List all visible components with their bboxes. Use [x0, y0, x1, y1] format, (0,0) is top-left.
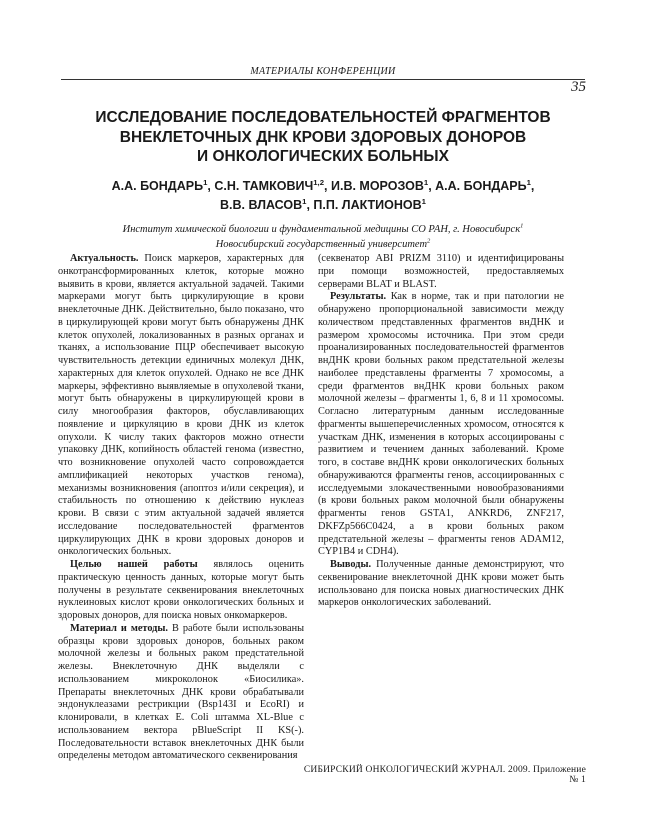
author-name: А.А. БОНДАРЬ [111, 179, 204, 193]
author-affiliation-mark: 1,2 [313, 177, 325, 187]
author-separator: , [306, 198, 314, 212]
author-separator: , [207, 179, 215, 193]
article-title [40, 108, 606, 167]
section-lead-methods: Материал и методы. [70, 622, 168, 634]
paragraph-methods-continued [318, 253, 564, 291]
affiliation-text: Институт химической биологии и фундаментальной медицины СО РАН, г. Новосибирск [122, 224, 521, 235]
section-text-methods-continued: (секвенатор ABI PRIZM 3110) и идентифицированы при помощи возможностей, предоставляемых серверами BLAT и BLAST. [318, 253, 564, 290]
author-affiliation-mark: 1 [421, 196, 426, 206]
author-separator: , [530, 179, 535, 193]
title-line: ВНЕКЛЕТОЧНЫХ ДНК КРОВИ ЗДОРОВЫХ ДОНОРОВ [119, 128, 527, 146]
affiliation-mark: 1 [520, 222, 524, 230]
journal-footer: СИБИРСКИЙ ОНКОЛОГИЧЕСКИЙ ЖУРНАЛ. 2009. Приложение № 1 [303, 765, 586, 785]
body-column-left [58, 253, 304, 763]
section-lead-aim: Целью нашей работы [70, 559, 198, 570]
body-column-right [318, 253, 564, 610]
author-separator: , [428, 179, 436, 193]
author-name: А.А. БОНДАРЬ [435, 179, 527, 193]
author-affiliation-mark: 1 [302, 196, 307, 206]
page-number: 35 [571, 79, 586, 95]
paragraph-aim [58, 559, 304, 623]
paragraph-methods [58, 623, 304, 763]
author-affiliation-mark: 1 [526, 177, 531, 187]
paragraph-actuality [58, 253, 304, 559]
section-lead-results: Результаты. [330, 291, 387, 303]
author-list [40, 177, 606, 215]
author-name: И.В. МОРОЗОВ [330, 179, 424, 193]
affiliations [40, 223, 606, 252]
author-affiliation-mark: 1 [423, 177, 429, 187]
title-line: ИССЛЕДОВАНИЕ ПОСЛЕДОВАТЕЛЬНОСТЕЙ ФРАГМЕНТОВ [95, 109, 551, 126]
section-text-results: Как в норме, так и при патологии не обнаружено пропорциональной зависимости между количеством представленных фрагментов внДНК и размером хромосомы источника. При этом среди проанализированных последовательностей фрагментов внДНК крови больных раком предстательной железы наиболее представлены фрагменты 7 хромосомы, а среди фрагментов внДНК крови больных раком молочной железы – фрагменты 1, 6, 8 и 11 хромосомы. Согласно литературным данным исследованные фрагменты вышеперечисленных хромосом, относятся к участкам ДНК, изменения в которых ассоциированы с развитием и течением данных заболеваний. Кроме того, в составе внДНК крови онкологических больных обнаруживаются фрагменты генов, ассоциированных с исследуемыми злокачественными новообразованиями (в крови больных раком молочной были обнаружены фрагменты генов GSTA1, ANKRD6, ZNF217, DKFZp566C0424, а в крови больных раком предстательной железы – фрагменты генов ADAM12, CYP1B4 и CDH4). [318, 291, 564, 558]
section-text-methods: В работе были использованы образцы крови здоровых доноров, больных раком молочной железы и больных раком предстательной железы. Внеклеточную ДНК выделяли с использованием микроколонок «Биосилика». Препараты внеклеточных ДНК крови обрабатывали эндонуклеазами рестрикции (Bsp143I и EcoRI) и клонировали, в клетках E. Coli штамма XL-Blue с использованием вектора pBlueScript II KS(-). Последовательности вставок внеклеточных ДНК были определены методом автоматического секвенирования [58, 622, 304, 762]
running-header: МАТЕРИАЛЫ КОНФЕРЕНЦИИ [250, 66, 396, 77]
section-text-aim: являлось оценить практическую ценность данных, которые могут быть получены в результате секвенирования внеклеточных нуклеиновых кислот крови онкологических больных и здоровых доноров, для поиска новых онкомаркеров. [58, 559, 305, 621]
author-name: С.Н. ТАМКОВИЧ [214, 179, 314, 193]
author-name: П.П. ЛАКТИОНОВ [313, 198, 422, 212]
paragraph-conclusions [318, 559, 564, 610]
affiliation-mark: 2 [427, 237, 431, 244]
section-lead-conclusions: Выводы. [330, 559, 372, 570]
author-name: В.В. ВЛАСОВ [220, 198, 303, 212]
section-lead-actuality: Актуальность. [70, 253, 139, 264]
title-line: И ОНКОЛОГИЧЕСКИХ БОЛЬНЫХ [197, 148, 449, 165]
section-text-conclusions: Полученные данные демонстрируют, что секвенирование внеклеточной ДНК крови может быть использовано для поиска новых диагностических ДНК маркеров онкологических заболеваний. [318, 559, 564, 609]
section-text-actuality: Поиск маркеров, характерных для онкотрансформированных клеток, которые можно выявить в крови, является актуальной задачей. Такими маркерами могут быть циркулирующие в крови внеклеточные ДНК. Действительно, было показано, что в циркулирующей крови могут быть обнаружены ДНК клеток опухолей, локализованных в разных органах и тканях, а использование ПЦР обеспечивает высокую чувствительность детекции единичных молекул ДНК, характерных для клеток опухолей. Однако не все ДНК маркеры, эффективно выявляемые в опухолевой ткани, могут быть обнаружены в циркулирующей крови в силу многообразия факторов, обуславливающих появление и циркуляцию в крови ДНК из клеток опухоли. К числу таких факторов можно отнести упаковку ДНК, копийность областей генома (известно, что возникновение опухолей часто сопровождается амплификацией некоторых участков генома), механизмы возникновения (апоптоз и/или секреция), и стабильность по отношению к действию нуклеаз крови. В связи с этим актуальной задачей является исследование последовательностей фрагментов циркулирующих ДНК в крови здоровых доноров и онкологических больных. [58, 253, 304, 558]
affiliation-text: Новосибирский государственный университет [215, 238, 428, 250]
author-separator: , [324, 179, 331, 193]
author-affiliation-mark: 1 [203, 177, 208, 187]
paragraph-results [318, 291, 564, 559]
header-divider [61, 79, 585, 80]
